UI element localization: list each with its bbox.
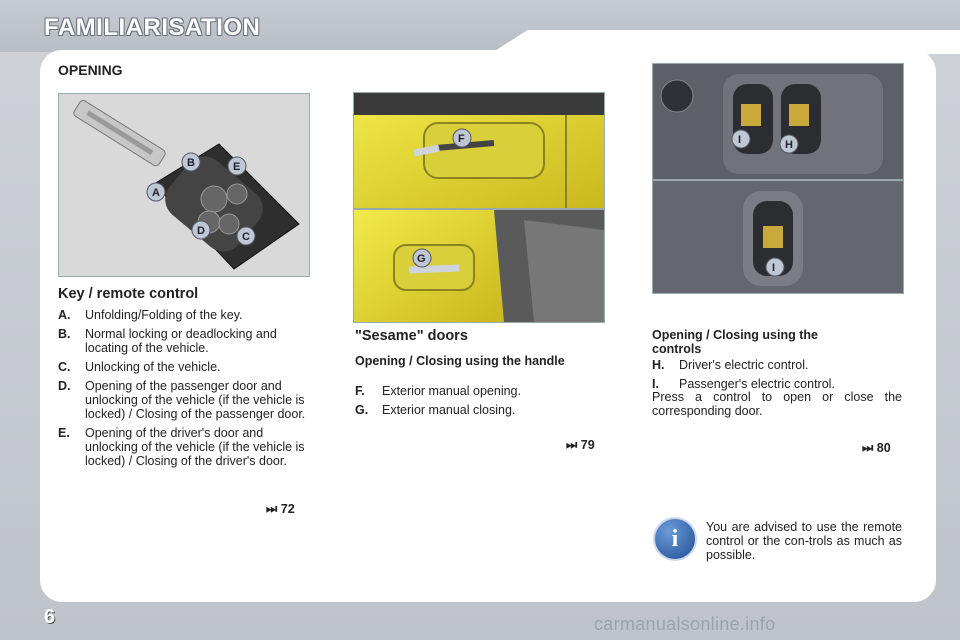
item-key: I. [652,377,659,391]
ref-arrow-icon: ⏭ [862,441,874,455]
item-text: Unfolding/Folding of the key. [85,308,243,322]
list-item [58,308,310,322]
key-label-a: A [152,187,160,199]
ref-page: 79 [580,438,595,452]
list-item [58,379,310,421]
list-item [58,426,310,468]
controls-text: Press a control to open or close the corresponding door. [652,390,902,418]
info-note-text: You are advised to use the remote control or the con-trols as much as possible. [706,520,902,562]
handle-label-f: F [458,133,465,145]
list-item [652,377,904,391]
item-key: E. [58,426,70,440]
sesame-doors-title: "Sesame" doors [355,328,468,344]
item-key: A. [58,308,71,322]
controls-image-top [652,63,904,180]
item-key: C. [58,360,71,374]
list-item [58,360,310,374]
section-title: OPENING [58,62,123,78]
list-item [652,358,904,372]
sesame-page-reference[interactable] [566,438,595,453]
key-remote-list [58,308,310,473]
item-key: D. [58,379,71,393]
item-text: Driver's electric control. [679,358,809,372]
key-label-d: D [197,225,205,237]
handle-label-g: G [417,253,426,265]
item-text: Unlocking of the vehicle. [85,360,221,374]
item-text: Opening of the driver's door and unlocking of the vehicle (if the vehicle is locked) / Closing of the driver's door. [85,426,305,468]
key-label-b: B [187,157,195,169]
item-text: Normal locking or deadlocking and locating of the vehicle. [85,327,277,355]
controls-label-i2: I [772,262,776,274]
page-title: FAMILIARISATION [44,14,261,41]
ref-arrow-icon: ⏭ [266,502,278,516]
ref-arrow-icon: ⏭ [566,438,578,452]
key-label-e: E [233,161,241,173]
key-remote-image [58,93,310,277]
item-key: B. [58,327,71,341]
list-item [355,403,595,417]
item-key: G. [355,403,369,417]
item-key: H. [652,358,665,372]
controls-subtitle: Opening / Closing using the controls [652,328,818,356]
key-page-reference[interactable] [266,502,295,517]
controls-label-i: I [738,134,742,146]
item-text: Exterior manual opening. [382,384,521,398]
item-text: Exterior manual closing. [382,403,516,417]
key-remote-title: Key / remote control [58,286,199,302]
item-text: Opening of the passenger door and unlocking of the vehicle (if the vehicle is locked) / Closing of the passenger door. [85,379,306,421]
header-accent [490,30,960,54]
sesame-list [355,384,595,422]
page-number: 6 [44,606,56,628]
ref-page: 72 [280,502,295,516]
info-icon: i [653,517,697,561]
controls-image-bottom [652,180,904,294]
sesame-subtitle: Opening / Closing using the handle [355,354,565,368]
list-item [355,384,595,398]
door-handle-image-top [353,92,605,209]
controls-page-reference[interactable] [862,441,891,456]
key-label-c: C [242,231,250,243]
watermark: carmanualsonline.info [594,614,776,634]
controls-label-h: H [785,139,793,151]
item-key: F. [355,384,365,398]
item-text: Passenger's electric control. [679,377,835,391]
door-handle-image-bottom [353,209,605,323]
ref-page: 80 [876,441,891,455]
list-item [58,327,310,355]
